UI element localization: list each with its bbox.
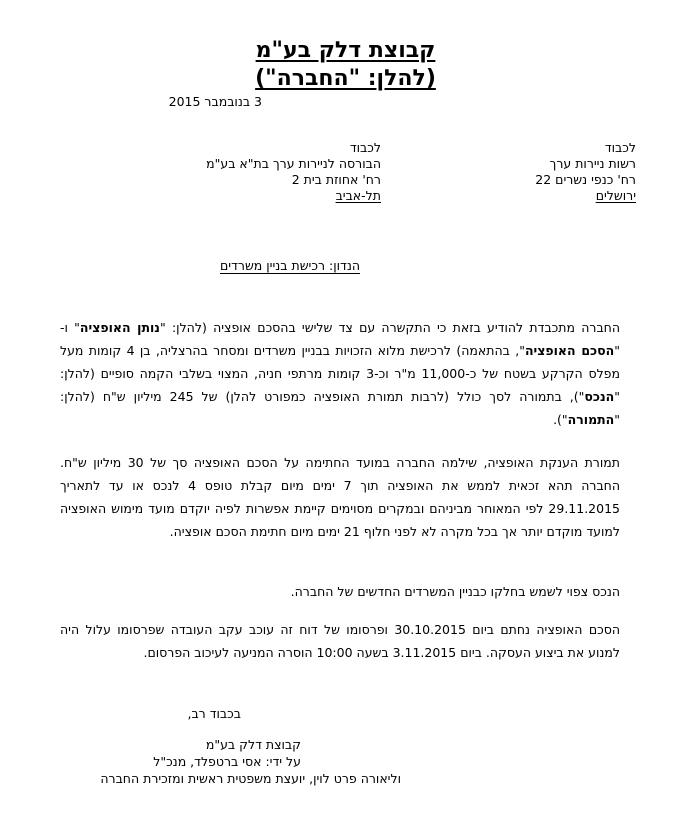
- company-alias-title: (להלן: "החברה"): [255, 66, 436, 91]
- paragraph-text: ", בהתאמה) לרכישת מלוא הזכויות בבניין משרדים ומסחר בהרצליה, בן 4 קומות מעל מפלס הקרקע בשטח של כ-11,000 מ"ר וכ-3 קומות מרתפי חניה, המצוי בשלבי הקמה סופיים (להלן: ": [60, 343, 620, 404]
- recipient-street: רח' אחוזת בית 2: [291, 172, 381, 187]
- subject-line: הנדון: רכישת בניין משרדים: [219, 258, 360, 273]
- paragraph-publication-delay: הסכם האופציה נחתם ביום 30.10.2015 ופרסומו של דוח זה עוכב עקב העובדה שפרסומו עלול היה למנוע את ביצוע העסקה. ביום 3.11.2015 בשעה 10:00 הוסרה המניעה לעיכוב הפרסום.: [60, 622, 620, 660]
- bold-term: נותן האופציה: [79, 320, 160, 335]
- recipient-salutation: לכבוד: [604, 140, 636, 155]
- paragraph-option-agreement: [60, 316, 620, 431]
- letter-date: 3 בנובמבר 2015: [168, 94, 262, 109]
- bold-term: התמורה: [567, 412, 615, 427]
- signature-signer-ceo: על ידי: אסי ברטפלד, מנכ"ל: [153, 754, 301, 769]
- recipient-city: תל-אביב: [335, 188, 381, 203]
- recipient-street: רח' כנפי נשרים 22: [535, 172, 636, 187]
- paragraph-text: "), בתמורה לסך כולל (לרבות תמורת האופציה כמפורט להלן) של 245 מיליון ש"ח (להלן: ": [60, 389, 620, 427]
- recipient-securities-authority: [535, 140, 636, 204]
- recipient-salutation: לכבוד: [349, 140, 381, 155]
- paragraph-text: ").: [553, 412, 568, 427]
- bold-term: הסכם האופציה: [524, 343, 615, 358]
- recipient-stock-exchange: [206, 140, 381, 204]
- recipient-name: הבורסה לניירות ערך בת"א בע"מ: [206, 156, 381, 171]
- paragraph-option-payment: תמורת הענקת האופציה, שילמה החברה במועד החתימה על הסכם האופציה סך של 30 מיליון ש"ח. החברה תהא זכאית לממש את האופציה תוך 7 ימים מיום קבלת טופס 4 לנכס או עד לתאריך 29.11.2015 לפי המאוחר מביניהם ובמקרים מסוימים קיימת אפשרות לפיה יוקדם מועד מימוש האופציה למועד מוקדם יותר אך בכל מקרה לא לפני חלוף 21 ימים מיום חתימת הסכם אופציה.: [60, 455, 620, 539]
- signature-company: קבוצת דלק בע"מ: [205, 737, 301, 752]
- recipient-city: ירושלים: [595, 188, 636, 203]
- bold-term: הנכס: [584, 389, 615, 404]
- signature-signer-legal: וליאורה פרט לוין, יועצת משפטית ראשית ומזכירת החברה: [100, 771, 401, 786]
- paragraph-text: החברה מתכבדת להודיע בזאת כי התקשרה עם צד שלישי בהסכם אופציה (להלן: ": [159, 320, 621, 335]
- signature-closing: בכבוד רב,: [187, 706, 241, 721]
- paragraph-asset-use: הנכס צפוי לשמש בחלקו כבניין המשרדים החדשים של החברה.: [290, 584, 620, 599]
- paragraph-text: " ו- ": [60, 320, 620, 358]
- recipient-name: רשות ניירות ערך: [549, 156, 636, 171]
- company-title: קבוצת דלק בע"מ: [255, 38, 436, 63]
